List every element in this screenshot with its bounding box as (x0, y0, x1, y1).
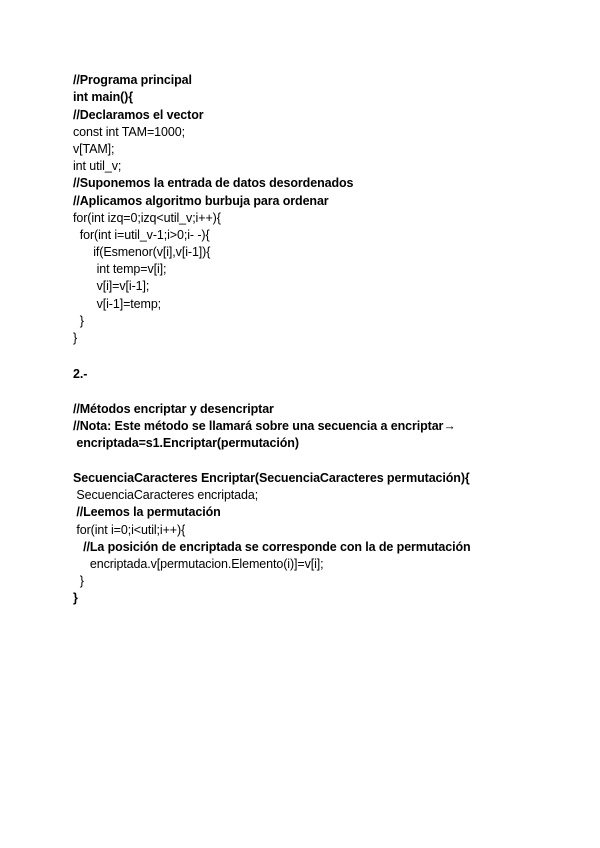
code-line: SecuenciaCaracteres encriptada; (73, 488, 259, 502)
code-closing-brace: } (73, 591, 78, 605)
code-line: } (73, 331, 78, 345)
code-line: const int TAM=1000; (73, 125, 185, 139)
comment-position-mapping: //La posición de encriptada se corresponde con la de permutación (73, 540, 471, 554)
comment-unordered-input: //Suponemos la entrada de datos desordenados (73, 176, 354, 190)
section-number: 2.- (73, 367, 88, 381)
code-encrypt-signature: SecuenciaCaracteres Encriptar(SecuenciaCaracteres permutación){ (73, 471, 470, 485)
code-line: int util_v; (73, 159, 122, 173)
comment-declare-vector: //Declaramos el vector (73, 108, 204, 122)
code-line: for(int izq=0;izq<util_v;i++){ (73, 211, 221, 225)
comment-main-program: //Programa principal (73, 73, 192, 87)
code-line: v[i-1]=temp; (73, 297, 162, 311)
code-line: if(Esmenor(v[i],v[i-1]){ (73, 245, 211, 259)
code-line: int temp=v[i]; (73, 262, 167, 276)
comment-note: //Nota: Este método se llamará sobre una secuencia a encriptar→ (73, 419, 456, 433)
code-line: encriptada.v[permutacion.Elemento(i)]=v[i]; (73, 557, 324, 571)
code-line: } (73, 314, 84, 328)
code-line: v[TAM]; (73, 142, 115, 156)
comment-bubble-sort: //Aplicamos algoritmo burbuja para ordenar (73, 194, 329, 208)
code-line: for(int i=util_v-1;i>0;i- -){ (73, 228, 210, 242)
code-main-signature: int main(){ (73, 90, 134, 104)
comment-read-permutation: //Leemos la permutación (73, 505, 221, 519)
comment-methods: //Métodos encriptar y desencriptar (73, 402, 274, 416)
code-line: for(int i=0;i<util;i++){ (73, 523, 186, 537)
code-line: v[i]=v[i-1]; (73, 279, 150, 293)
code-line: } (73, 574, 84, 588)
comment-note-continuation: encriptada=s1.Encriptar(permutación) (73, 436, 299, 450)
